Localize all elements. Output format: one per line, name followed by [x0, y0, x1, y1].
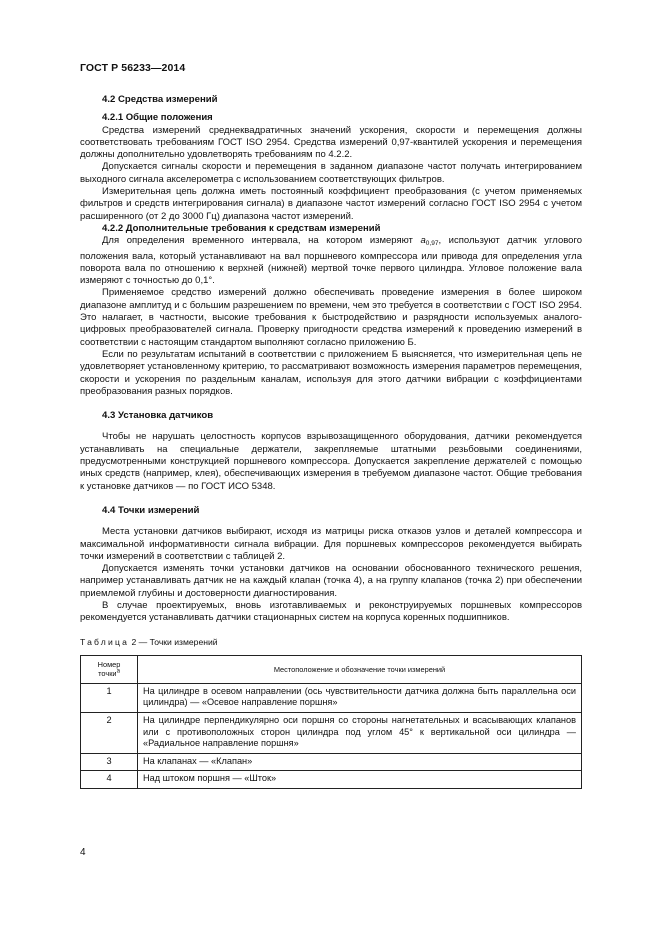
section-4-2-title: 4.2 Средства измерений [102, 94, 218, 105]
paragraph: Если по результатам испытаний в соответствии с приложением Б выясняется, что измерительная цепь не удовлетворяет установленному критерию, то рассматривают возможность измерения параметров перемещения, скорости и ускорения по раздельным каналам, используя для этого датчики вибрации с коэффициентами преобразования разных порядков. [80, 348, 582, 397]
symbol-a: a [420, 235, 426, 247]
table-header-row [81, 655, 582, 683]
paragraph: Применяемое средство измерений должно обеспечивать проведение измерения в более широком диапазоне амплитуд и с большим разрешением по времени, чем это требуется в соответствии с ГОСТ ISO 2954. Это налагает, в частности, высокие требования к быстродействию и разрядности используемых аналого-цифровых преобразователей сигнала. Проверку пригодности средства измерений к проведению измерений в соответствии с настоящим стандартом выполняют согласно приложению Б. [80, 287, 582, 348]
measurement-points-table [80, 655, 582, 789]
column-header-location: Местоположение и обозначение точки измерений [138, 655, 582, 683]
point-location: На клапанах — «Клапан» [138, 753, 582, 771]
paragraph: Средства измерений среднеквадратичных значений ускорения, скорости и перемещения должны соответствовать требованиям ГОСТ ISO 2954. Средства измерений 0,97-квантилей ускорения и перемещения должны дополнительно удовлетворять требованиям по 4.2.2. [80, 124, 582, 161]
table-caption: Таблица 2 — Точки измерений [80, 636, 218, 647]
document-body [80, 94, 582, 789]
point-number: 3 [81, 753, 138, 771]
paragraph: Допускается сигналы скорости и перемещения в заданном диапазоне частот получать интегрированием выходного сигнала акселерометра с использованием соответствующих фильтров. [80, 161, 582, 185]
paragraph: В случае проектируемых, вновь изготавливаемых и реконструируемых поршневых компрессоров рекомендуется устанавливать датчики стационарных систем на корпуса коренных подшипников. [80, 599, 582, 624]
point-location: Над штоком поршня — «Шток» [138, 771, 582, 789]
section-4-3-title: 4.3 Установка датчиков [102, 410, 214, 422]
section-4-2-1-title: 4.2.1 Общие положения [102, 112, 213, 124]
point-number: 1 [81, 683, 138, 712]
point-number: 4 [81, 771, 138, 789]
paragraph: Для определения временного интервала, на котором измеряют $a_{0,97}$, используют датчик углового положения вала, который устанавливают на вал поршневого компрессора или привода для определения угла поворота вала по отношению к верхней (нижней) мертвой точке первого цилиндра. Угловое положение вала измеряют с точностью до 0,1°. [80, 235, 582, 287]
point-number: 2 [81, 713, 138, 754]
table-row [81, 713, 582, 754]
column-header-point-number: Номер точки$^а$ [81, 655, 138, 683]
table-row [81, 771, 582, 789]
point-location: На цилиндре в осевом направлении (ось чувствительности датчика должна быть параллельна оси цилиндра) — «Осевое направление поршня» [138, 683, 582, 712]
paragraph: Измерительная цепь должна иметь постоянный коэффициент преобразования (с учетом применяемых фильтров и средств интегрирования сигнала) в диапазоне частот измерений согласно ГОСТ ISO 2954 с учетом расширенного (от 2 до 3000 Гц) диапазона частот измерений. [80, 186, 582, 222]
table-row [81, 683, 582, 712]
section-4-4-title: 4.4 Точки измерений [102, 504, 200, 516]
paragraph: Места установки датчиков выбирают, исходя из матрицы риска отказов узлов и деталей компрессора и максимальной информативности сигнала вибрации. Для поршневых компрессоров рекомендуется выбирать точки измерений в соответствии с таблицей 2. [80, 526, 582, 562]
document-header: ГОСТ Р 56233—2014 [80, 62, 186, 74]
paragraph: Чтобы не нарушать целостность корпусов взрывозащищенного оборудования, датчики рекомендуется устанавливать на специальные держатели, закрепляемые штатными резьбовыми соединениями, предусмотренными конструкцией поршневого компрессора. Допускается закрепление держателей с помощью иных средств (например, клея), обеспечивающих измерения в требуемом диапазоне частот. Общие требования к установке датчиков — по ГОСТ ИСО 5348. [80, 431, 582, 492]
point-location: На цилиндре перпендикулярно оси поршня со стороны нагнетательных и всасывающих клапанов или с противоположных сторон цилиндра под углом 45° к вертикальной оси цилиндра — «Радиальное направление поршня» [138, 713, 582, 754]
symbol-subscript: 0,97 [425, 240, 439, 248]
paragraph: Допускается изменять точки установки датчиков на основании обоснованного технического решения, например устанавливать датчик не на каждый клапан (точка 4), а на группу клапанов (точка 2) при обеспечении приемлемой глубины и достоверности диагностирования. [80, 563, 582, 599]
table-row [81, 753, 582, 771]
section-4-2-2-title: 4.2.2 Дополнительные требования к средствам измерений [102, 222, 381, 234]
page-number: 4 [80, 847, 86, 858]
